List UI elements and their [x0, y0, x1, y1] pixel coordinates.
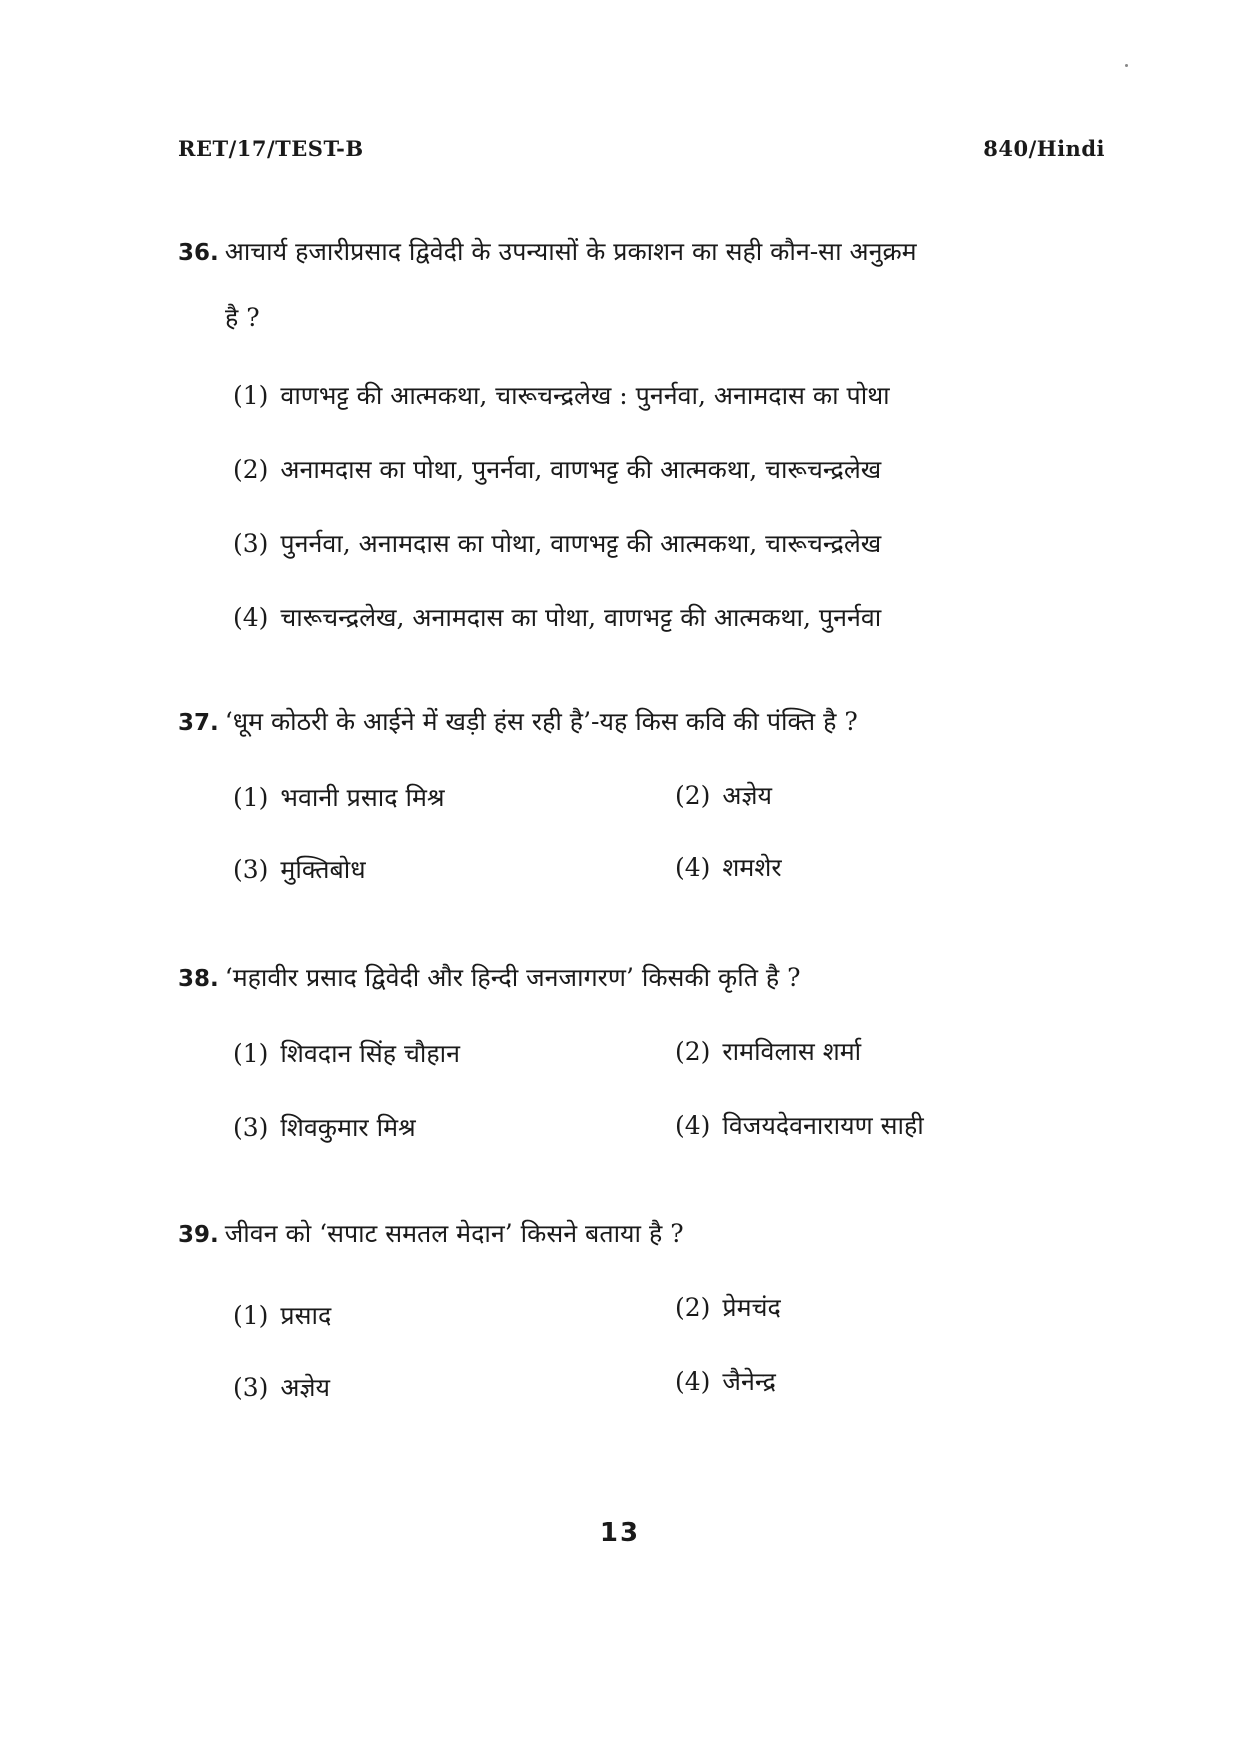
option-number: (4)	[675, 853, 711, 882]
option-number: (4)	[675, 1111, 711, 1140]
option-37-1	[233, 780, 445, 814]
option-36-3	[233, 526, 881, 560]
option-text: शमशेर	[722, 853, 782, 882]
option-number: (1)	[233, 1039, 269, 1068]
option-38-4	[675, 1108, 924, 1142]
option-37-4	[675, 850, 782, 884]
question-number: 37.	[178, 710, 219, 736]
page-number: 13	[599, 1518, 641, 1548]
option-number: (2)	[675, 1293, 711, 1322]
option-number: (1)	[233, 783, 269, 812]
option-text: मुक्तिबोध	[280, 855, 366, 884]
question-text-continued: है ?	[225, 303, 260, 332]
option-number: (2)	[675, 1037, 711, 1066]
option-number: (3)	[233, 1113, 269, 1142]
question-number: 38.	[178, 966, 219, 992]
option-number: (2)	[233, 455, 269, 484]
option-39-4	[675, 1364, 776, 1398]
option-text: पुनर्नवा, अनामदास का पोथा, वाणभट्ट की आत्मकथा, चारूचन्द्रलेख	[280, 529, 882, 558]
question-text: ‘धूम कोठरी के आईने में खड़ी हंस रही है’-यह किस कवि की पंक्ति है ?	[224, 707, 858, 736]
option-39-3	[233, 1370, 330, 1404]
option-text: अज्ञेय	[722, 781, 773, 810]
subject-code: 840/Hindi	[983, 136, 1105, 161]
option-37-3	[233, 852, 366, 886]
option-text: शिवदान सिंह चौहान	[280, 1039, 460, 1068]
option-text: भवानी प्रसाद मिश्र	[280, 783, 445, 812]
option-number: (4)	[233, 603, 269, 632]
option-38-2	[675, 1034, 861, 1068]
option-number: (3)	[233, 529, 269, 558]
question-36	[178, 236, 1118, 269]
option-36-2	[233, 452, 881, 486]
option-text: शिवकुमार मिश्र	[280, 1113, 416, 1142]
question-38	[178, 962, 1118, 995]
question-number: 39.	[178, 1222, 219, 1248]
option-text: जैनेन्द्र	[722, 1367, 776, 1396]
option-text: प्रेमचंद	[722, 1293, 781, 1322]
option-number: (4)	[675, 1367, 711, 1396]
option-text: चारूचन्द्रलेख, अनामदास का पोथा, वाणभट्ट की आत्मकथा, पुनर्नवा	[280, 603, 882, 632]
question-number: 36.	[178, 240, 219, 266]
paper-code: RET/17/TEST-B	[178, 136, 364, 161]
option-text: अज्ञेय	[280, 1373, 331, 1402]
question-text: ‘महावीर प्रसाद द्विवेदी और हिन्दी जनजागरण’ किसकी कृति है ?	[224, 963, 801, 992]
question-39	[178, 1218, 1118, 1251]
option-36-1	[233, 378, 890, 412]
question-text: जीवन को ‘सपाट समतल मेदान’ किसने बताया है ?	[224, 1219, 684, 1248]
option-number: (3)	[233, 1373, 269, 1402]
option-38-3	[233, 1110, 416, 1144]
option-number: (2)	[675, 781, 711, 810]
option-37-2	[675, 778, 772, 812]
option-text: विजयदेवनारायण साही	[722, 1111, 924, 1140]
option-39-2	[675, 1290, 781, 1324]
option-number: (1)	[233, 381, 269, 410]
option-number: (3)	[233, 855, 269, 884]
question-37	[178, 706, 1118, 739]
option-39-1	[233, 1298, 331, 1332]
option-number: (1)	[233, 1301, 269, 1330]
option-text: रामविलास शर्मा	[722, 1037, 862, 1066]
option-text: वाणभट्ट की आत्मकथा, चारूचन्द्रलेख : पुनर्नवा, अनामदास का पोथा	[280, 381, 890, 410]
option-38-1	[233, 1036, 460, 1070]
option-text: अनामदास का पोथा, पुनर्नवा, वाणभट्ट की आत्मकथा, चारूचन्द्रलेख	[280, 455, 882, 484]
scan-speck	[1125, 64, 1128, 67]
option-text: प्रसाद	[280, 1301, 332, 1330]
question-text: आचार्य हजारीप्रसाद द्विवेदी के उपन्यासों के प्रकाशन का सही कौन-सा अनुक्रम	[224, 237, 917, 266]
option-36-4	[233, 600, 881, 634]
